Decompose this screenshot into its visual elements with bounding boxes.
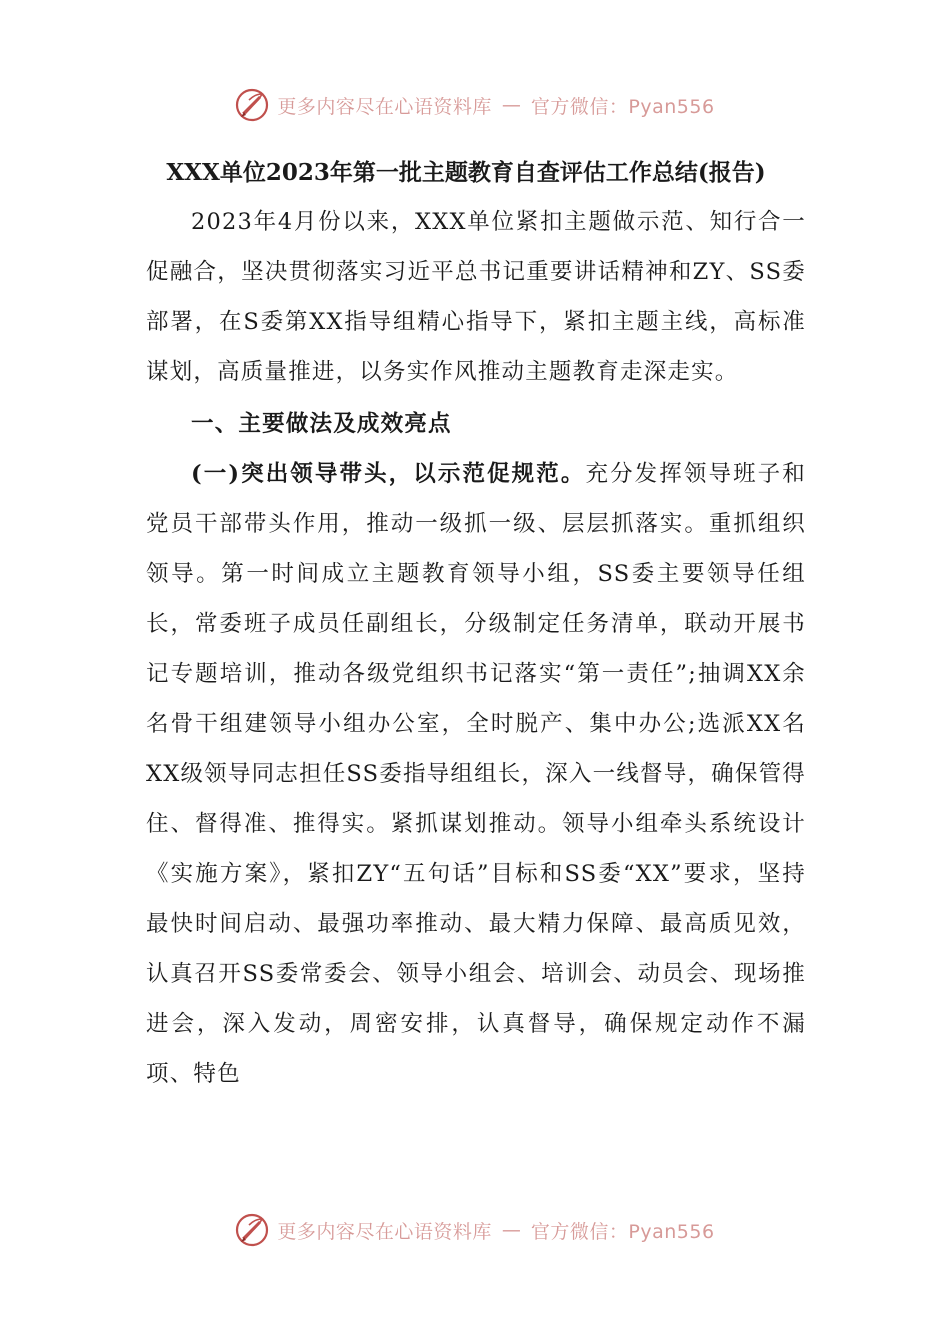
subsection-title: (一)突出领导带头，以示范促规范。 (191, 461, 586, 487)
document-page (146, 145, 806, 1099)
watermark-text: 更多内容尽在心语资料库 (277, 95, 492, 118)
watermark-dash: — (501, 1219, 521, 1241)
watermark-contact: 官方微信：Pyan556 (530, 1220, 715, 1243)
quill-logo-icon (235, 88, 269, 122)
watermark-footer (0, 1205, 950, 1255)
watermark-header (0, 80, 950, 130)
intro-paragraph: 2023年4月份以来，XXX单位紧扣主题做示范、知行合一促融合，坚决贯彻落实习近平总书记重要讲话精神和ZY、SS委部署，在S委第XX指导组精心指导下，紧扣主题主线，高标准谋划，高质量推进，以务实作风推动主题教育走深走实。 (146, 209, 806, 385)
watermark-contact: 官方微信：Pyan556 (530, 95, 715, 118)
subsection-body: 充分发挥领导班子和党员干部带头作用，推动一级抓一级、层层抓落实。重抓组织领导。第一时间成立主题教育领导小组，SS委主要领导任组长，常委班子成员任副组长，分级制定任务清单，联动开展书记专题培训，推动各级党组织书记落实“第一责任”;抽调XX余名骨干组建领导小组办公室，全时脱产、集中办公;选派XX名XX级领导同志担任SS委指导组组长，深入一线督导，确保管得住、督得准、推得实。紧抓谋划推动。领导小组牵头系统设计《实施方案》，紧扣ZY“五句话”目标和SS委“XX”要求，坚持最快时间启动、最强功率推动、最大精力保障、最高质见效，认真召开SS委常委会、领导小组会、培训会、动员会、现场推进会，深入发动，周密安排，认真督导，确保规定动作不漏项、特色 (146, 461, 806, 1087)
quill-logo-icon (235, 1213, 269, 1247)
watermark-dash: — (501, 94, 521, 116)
watermark-text: 更多内容尽在心语资料库 (277, 1220, 492, 1243)
section-paragraph (146, 449, 806, 1099)
document-title: XXX单位2023年第一批主题教育自查评估工作总结(报告) (166, 159, 766, 186)
section-heading: 一、主要做法及成效亮点 (191, 411, 452, 437)
